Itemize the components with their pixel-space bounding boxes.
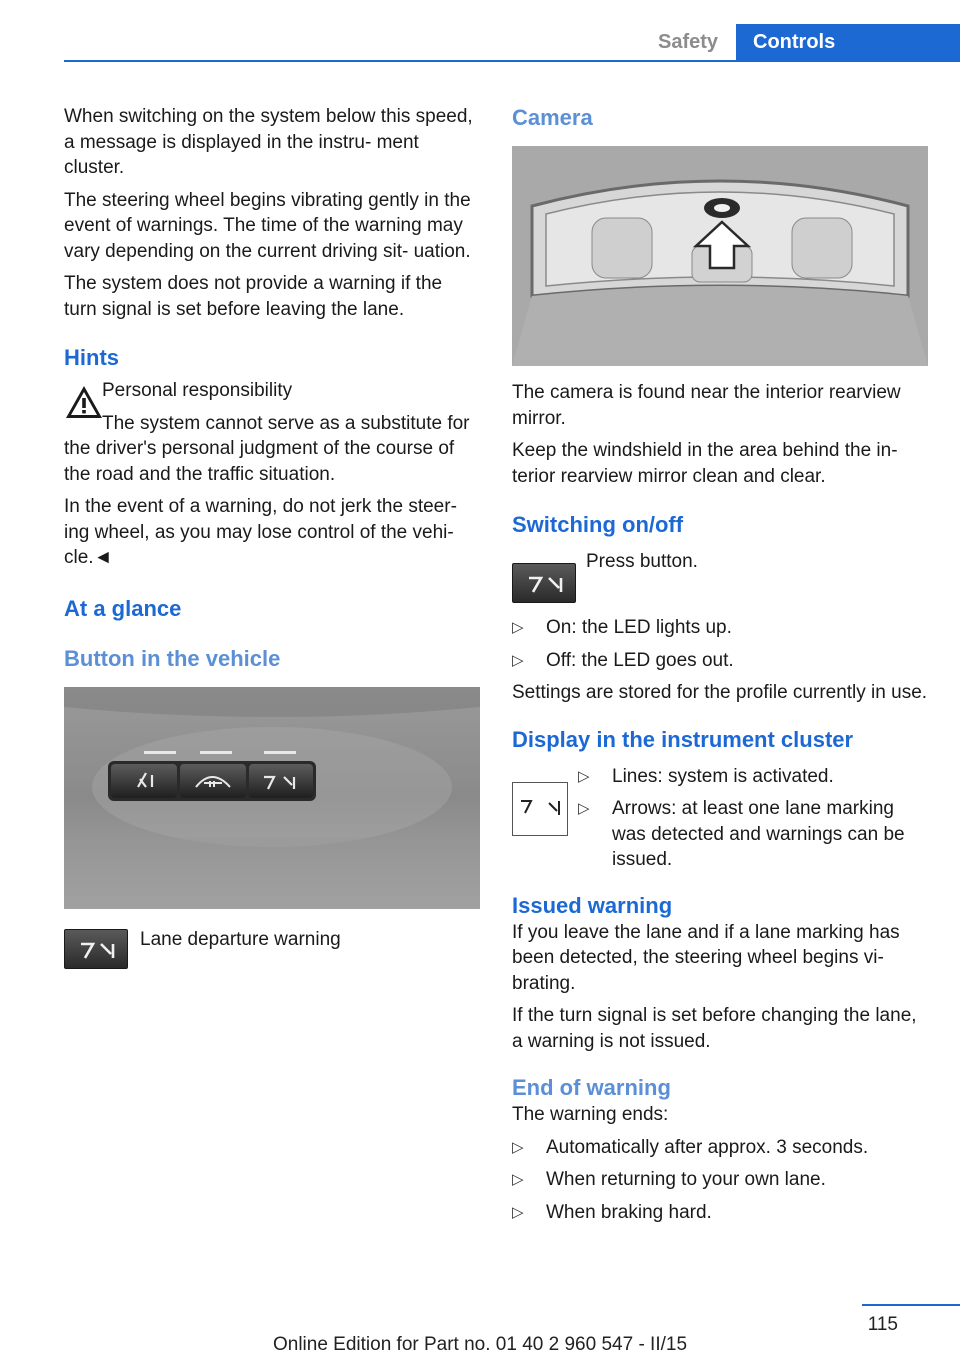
list-item: ▷ Lines: system is activated. — [578, 764, 928, 790]
press-button-row — [512, 549, 928, 599]
paragraph: The camera is found near the interior rearview mirror. — [512, 382, 901, 429]
paragraph: Keep the windshield in the area behind the in‐ terior rearview mirror clean and clear. — [512, 440, 898, 487]
warning-text-2: In the event of a warning, do not jerk the steer‐ ing wheel, as you may lose control of the vehi‐ cle.◄ — [64, 496, 457, 568]
button-panel-image — [64, 687, 480, 909]
warning-text: The system cannot serve as a substitute for the driver's personal judgment of the course of the road and the traffic situation. — [64, 412, 470, 485]
button-in-vehicle-heading: Button in the vehicle — [64, 645, 281, 671]
triangle-bullet-icon: ▷ — [578, 800, 590, 817]
list-item: ▷ Off: the LED goes out. — [512, 648, 928, 674]
display-heading: Display in the instrument cluster — [512, 726, 854, 752]
warning-block — [64, 378, 480, 571]
end-list — [512, 1135, 928, 1226]
switch-list — [512, 615, 928, 673]
list-item: ▷ When braking hard. — [512, 1200, 928, 1226]
at-a-glance-heading: At a glance — [64, 595, 182, 621]
list-item: ▷ Arrows: at least one lane marking was detected and warnings can be issued. — [578, 798, 905, 870]
warning-title: Personal responsibility — [102, 380, 293, 401]
triangle-bullet-icon: ▷ — [578, 767, 590, 785]
triangle-bullet-icon: ▷ — [512, 1203, 524, 1221]
switching-heading: Switching on/off — [512, 512, 684, 537]
header-divider — [64, 60, 960, 62]
warning-triangle-icon — [64, 384, 104, 420]
tab-controls[interactable]: Controls — [736, 24, 960, 60]
camera-location-image — [512, 146, 928, 366]
lane-departure-button-icon — [512, 563, 576, 603]
hints-heading: Hints — [64, 345, 119, 370]
button-caption: Lane departure warning — [140, 928, 341, 950]
triangle-bullet-icon: ▷ — [512, 619, 524, 636]
paragraph: When switching on the system below this speed, a message is displayed in the instru‐ ment cluster. — [64, 106, 473, 178]
paragraph: If you leave the lane and if a lane marking has been detected, the steering wheel begins vi‐ brating. — [512, 921, 900, 994]
paragraph: The steering wheel begins vibrating gently in the event of warnings. The time of the warning may vary depending on the current driving sit‐ uation. — [64, 189, 471, 262]
button-legend — [64, 927, 480, 971]
left-column — [64, 104, 480, 971]
lane-lines-display-icon — [512, 782, 568, 836]
paragraph: If the turn signal is set before changing the lane, a warning is not issued. — [512, 1005, 917, 1052]
list-item: ▷ When returning to your own lane. — [512, 1167, 928, 1193]
triangle-bullet-icon: ▷ — [512, 651, 524, 669]
edition-text: Online Edition for Part no. 01 40 2 960 547 - II/15 — [272, 1334, 688, 1355]
footer-divider — [862, 1304, 960, 1306]
paragraph: The system does not provide a warning if the turn signal is set before leaving the lane. — [64, 273, 443, 320]
display-list — [578, 764, 928, 880]
issued-warning-heading: Issued warning — [512, 892, 673, 918]
page-number: 115 — [867, 1314, 898, 1335]
right-column — [512, 104, 928, 1232]
end-of-warning-heading: End of warning — [512, 1075, 671, 1100]
paragraph: Settings are stored for the profile currently in use. — [512, 682, 928, 703]
lane-departure-button-icon — [64, 929, 128, 969]
list-item: ▷ On: the LED lights up. — [512, 615, 928, 641]
triangle-bullet-icon: ▷ — [512, 1171, 524, 1188]
triangle-bullet-icon: ▷ — [512, 1138, 524, 1156]
list-item: ▷ Automatically after approx. 3 seconds. — [512, 1135, 928, 1161]
paragraph: The warning ends: — [512, 1104, 669, 1125]
press-button-text: Press button. — [586, 551, 698, 572]
camera-heading: Camera — [512, 105, 593, 130]
display-block — [512, 764, 928, 876]
tab-safety[interactable]: Safety — [657, 31, 719, 53]
